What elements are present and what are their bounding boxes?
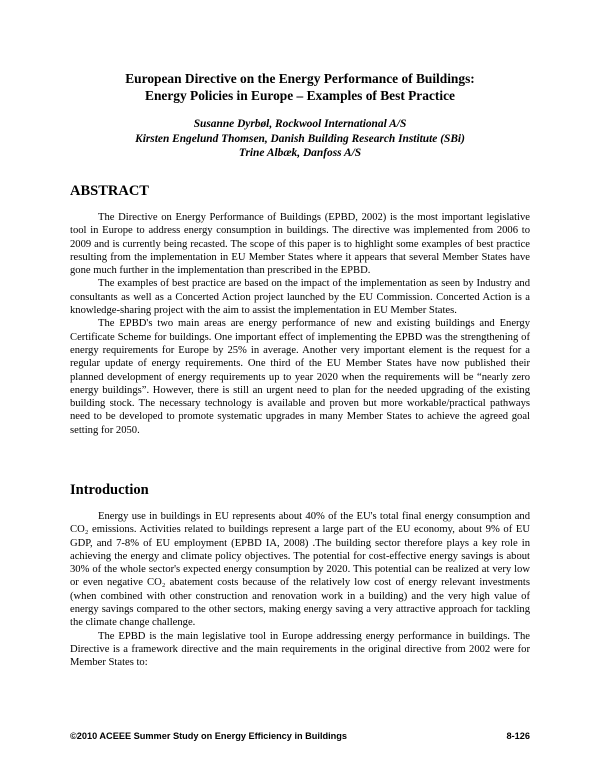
footer-copyright: ©2010 ACEEE Summer Study on Energy Efficiency in Buildings (70, 731, 348, 741)
author-line: Susanne Dyrbøl, Rockwool International A/S (193, 118, 407, 130)
author-list (60, 117, 540, 161)
abstract-heading: ABSTRACT (70, 183, 149, 199)
introduction-body (70, 510, 530, 670)
author-line: Kirsten Engelund Thomsen, Danish Building Research Institute (SBi) (135, 132, 465, 145)
author-line: Trine Albæk, Danfoss A/S (238, 147, 362, 160)
introduction-heading: Introduction (70, 482, 149, 498)
paper-title (60, 70, 540, 104)
abstract-paragraph: The examples of best practice are based on the impact of the implementation as seen by Industry and consultants as well as a Concerted Action project launched by the EU Commission. Concerted Action is a knowledge-sharing project with the aim to assist the implementation in EU Member States. (70, 278, 530, 317)
introduction-paragraph: Energy use in buildings in EU represents about 40% of the EU's total final energy consumption and CO₂ emissions. Activities related to buildings represent a large part of the EU economy, about 9% of EU GDP, and 7-8% of EU employment (EPBD IA, 2008) .The building sector therefore plays a key role in achieving the energy and climate policy objectives. The potential for cost-effective energy savings is about 30% of the whole sector's expected energy consumption by 2020. This potential can be realized at very low or even negative CO₂ abatement costs because of the relatively low cost of energy relevant investments (when combined with other construction and renovation work in a building) and the very high value of energy savings compared to the other sectors, making energy saving a very attractive approach for tackling the climate change challenge. (70, 511, 530, 629)
page-number: 8-126 (506, 731, 530, 741)
abstract-body (70, 211, 530, 437)
title-line-2: Energy Policies in Europe – Examples of Best Practice (145, 88, 455, 103)
introduction-paragraph: The EPBD is the main legislative tool in Europe addressing energy performance in buildings. The Directive is a framework directive and the main requirements in the original directive from 2002 were for Member States to: (70, 630, 530, 669)
abstract-paragraph: The Directive on Energy Performance of Buildings (EPBD, 2002) is the most important legislative tool in Europe to address energy consumption in buildings. The directive was implemented from 2006 to 2009 and is currently being recasted. The scope of this paper is to highlight some examples of best practice resulting from the implementation in EU Member States where it appears that several Member States have gone much further in the implementation than prescribed in the EPBD. (70, 212, 530, 277)
page-footer (70, 731, 530, 741)
abstract-paragraph: The EPBD's two main areas are energy performance of new and existing buildings and Energy Certificate Scheme for buildings. One important effect of implementing the EPBD was the strengthening of energy requirements for Europe by 25% in average. Another very important element is the request for a regular update of energy requirements. One third of the EU Member States have now published their planned development of energy requirements up to year 2020 when the requirements will be “nearly zero energy buildings”. However, there is still an urgent need to plan for the needed upgrading of the existing building stock. The necessary technology is available and proven but more workable/practical pathways need to be developed to promote systematic upgrades in many Member States to achieve the agreed goal setting for 2050. (70, 318, 530, 436)
title-line-1: European Directive on the Energy Performance of Buildings: (125, 71, 475, 86)
